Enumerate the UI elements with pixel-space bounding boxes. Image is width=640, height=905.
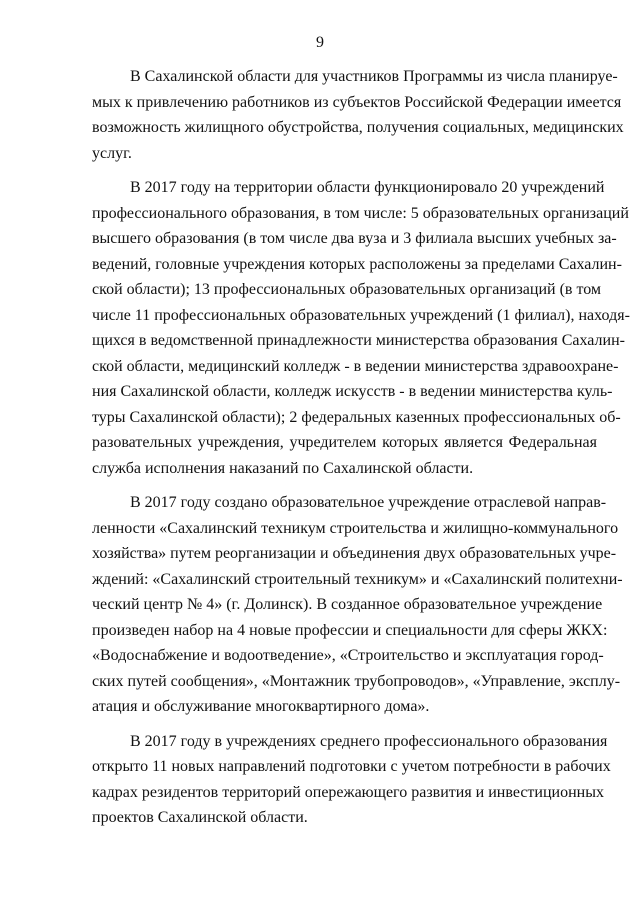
paragraph-new-programs <box>92 729 611 831</box>
text-line: ской области, медицинский колледж - в ведении министерства здравоохране- <box>92 357 619 375</box>
text-line: щихся в ведомственной принадлежности министерства образования Сахалин- <box>92 332 625 349</box>
text-line: В Сахалинской области для участников Программы из числа планируе- <box>130 68 618 85</box>
text-line: туры Сахалинской области); 2 федеральных казенных профессиональных об- <box>92 408 621 426</box>
text-line: числе 11 профессиональных образовательных учреждений (1 филиал), находя- <box>92 306 630 324</box>
text-line: мых к привлечению работников из субъектов Российской Федерации имеется <box>92 93 622 111</box>
text-line: ния Сахалинской области, колледж искусств - в ведении министерства куль- <box>92 383 613 400</box>
text-line: хозяйства» путем реорганизации и объединения двух образовательных учре- <box>92 545 617 562</box>
text-line: ческий центр № 4» (г. Долинск). В созданное образовательное учреждение <box>92 596 603 613</box>
text-line: профессионального образования, в том числе: 5 образовательных организаций <box>92 204 629 222</box>
text-line: кадрах резидентов территорий опережающего развития и инвестиционных <box>92 783 604 801</box>
paragraph-technical-school <box>92 490 623 720</box>
text-line: высшего образования (в том числе два вуза и 3 филиала высших учебных за- <box>92 230 617 247</box>
text-line: услуг. <box>92 144 132 162</box>
text-line: ских путей сообщения», «Монтажник трубопроводов», «Управление, эксплу- <box>92 672 621 690</box>
paragraph-housing <box>92 64 624 166</box>
page-number: 9 <box>316 34 324 51</box>
paragraph-institutions <box>92 175 630 481</box>
text-line: ждений: «Сахалинский строительный техникум» и «Сахалинский политехни- <box>92 570 623 588</box>
text-line: ской области); 13 профессиональных образовательных организаций (в том <box>92 281 602 298</box>
text-line: разовательных учреждения, учредителем которых является Федеральная <box>92 434 597 451</box>
body-text <box>92 64 630 840</box>
text-line: служба исполнения наказаний по Сахалинской области. <box>92 459 474 477</box>
text-line: атация и обслуживание многоквартирного дома». <box>92 698 430 715</box>
text-line: В 2017 году создано образовательное учреждение отраслевой направ- <box>130 494 607 511</box>
text-line: проектов Сахалинской области. <box>92 809 308 826</box>
text-line: ведений, головные учреждения которых расположены за пределами Сахалин- <box>92 255 622 273</box>
text-line: возможность жилищного обустройства, получения социальных, медицинских <box>92 119 624 136</box>
text-line: открыто 11 новых направлений подготовки с учетом потребности в рабочих <box>92 758 611 775</box>
text-line: В 2017 году на территории области функционировало 20 учреждений <box>130 179 605 196</box>
text-line: «Водоснабжение и водоотведение», «Строительство и эксплуатация город- <box>92 647 604 664</box>
text-line: произведен набор на 4 новые профессии и специальности для сферы ЖКХ: <box>92 621 608 639</box>
text-line: В 2017 году в учреждениях среднего профессионального образования <box>130 732 608 750</box>
text-line: ленности «Сахалинский техникум строительства и жилищно-коммунального <box>92 519 619 537</box>
